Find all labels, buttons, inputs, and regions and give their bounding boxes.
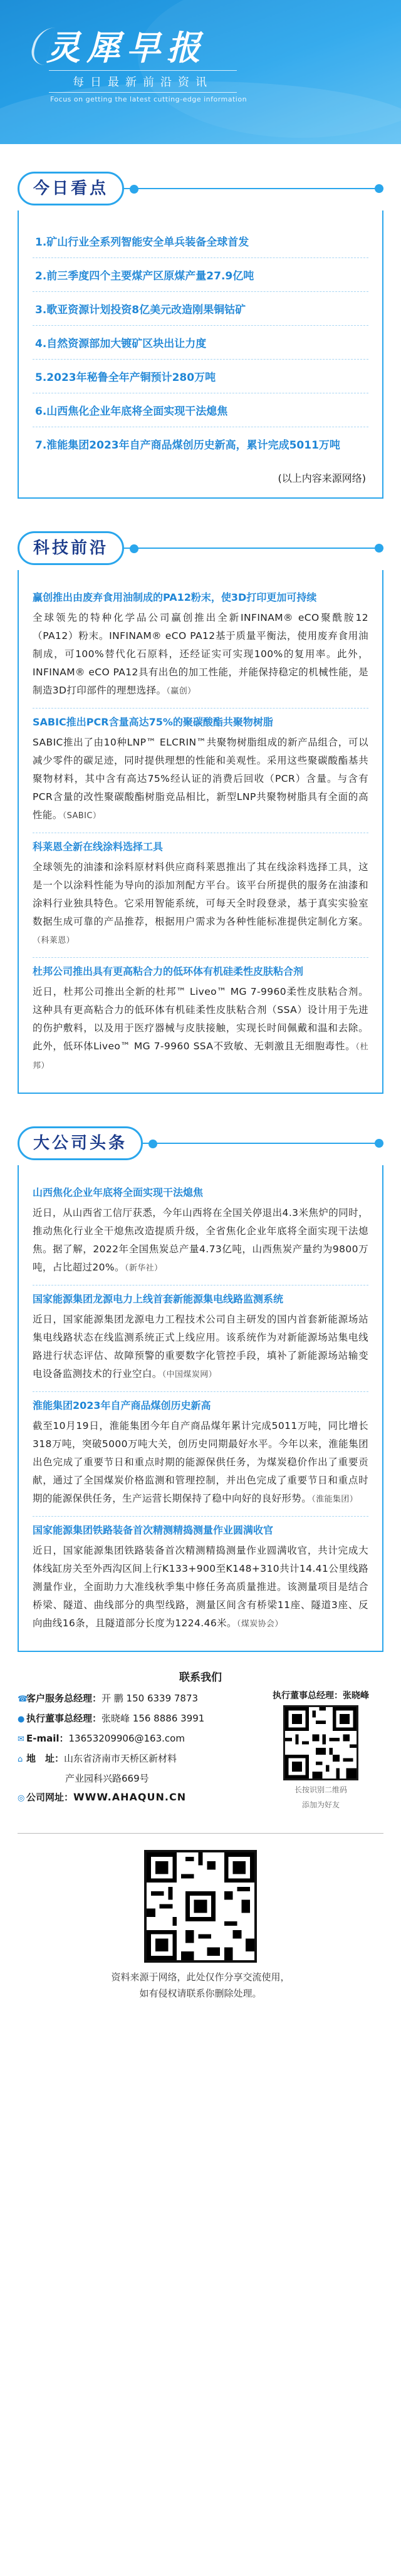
tech-box <box>18 570 383 1094</box>
headline-item[interactable]: 3.歌亚资源计划投资8亿美元改造刚果铜钴矿 <box>33 292 368 326</box>
article-text: 全球领先的油漆和涂料原材料供应商科莱恩推出了其在线涂料选择工具，这是一个以涂料性能为导向的添加剂配方平台。该平台所提供的服务在油漆和涂料行业独具特色。它采用智能系统，可每天全时段登录，基于真实实验室数据生成可靠的产品推荐，根据用户需求为各种性能标准提供定制化方案。 <box>33 861 368 927</box>
article-text: 近日，从山西省工信厅获悉，今年山西将在全国关停退出4.3米焦炉的同时，推动焦化行业全干熄焦改造提质升级，全省焦化企业年底将全面实现干法熄焦。据了解，2022年全国焦炭总产量4.73亿吨，山西焦炭产量约为9800万吨，占比超过20%。 <box>33 1207 368 1273</box>
article <box>33 1517 368 1641</box>
divider <box>18 1833 383 1834</box>
contact-label: 执行董事总经理： <box>26 1713 102 1724</box>
company-box <box>18 1165 383 1652</box>
article-title[interactable]: 杜邦公司推出具有更高粘合力的低环体有机硅柔性皮肤粘合剂 <box>33 965 304 977</box>
contact-value[interactable]: 张晓峰 156 8886 3991 <box>102 1713 205 1724</box>
contact-row-address <box>18 1749 243 1769</box>
article-text: SABIC推出了由10种LNP™ ELCRIN™共聚物树脂组成的新产品组合，可以减少零件的碳足迹，同时提供理想的性能和美观性。采用这些聚碳酸酯基共聚物材料，其中含有高达75%经认证的消费后回收（PCR）含量。与含有PCR含量的改性聚碳酸酯树脂竞品相比，新型LNP共聚物树脂具有全面的高性能。 <box>33 737 368 821</box>
article-source: （中国煤炭网） <box>162 1370 217 1379</box>
brand-title: 灵犀早报 <box>46 28 207 68</box>
contact-value: 山东省济南市天桥区新材料 <box>64 1753 177 1764</box>
exec-label: 执行董事总经理：张晓峰 <box>273 1691 369 1701</box>
article-text: 全球领先的特种化学品公司赢创推出全新INFINAM® eCO聚酰胺12（PA12）粉末。INFINAM® eCO PA12基于质量平衡法，使用废弃食用油制成，可100%替代化石原料，还经证实可实现100%的复用率。此外，INFINAM® eCO PA12具有出色的加工性能，并能保持稳定的机械性能，是制造3D打印部件的理想选择。 <box>33 612 368 696</box>
article-title[interactable]: SABIC推出PCR含量高达75%的聚碳酸酯共聚物树脂 <box>33 716 273 728</box>
article-body <box>33 609 368 700</box>
contact-value[interactable]: 开 鹏 150 6339 7873 <box>102 1693 199 1704</box>
article <box>33 584 368 709</box>
contact-row-exec <box>18 1709 243 1729</box>
headline-item[interactable]: 7.淮能集团2023年自产商品煤创历史新高，累计完成5011万吨 <box>35 439 340 452</box>
article-title[interactable]: 淮能集团2023年自产商品煤创历史新高 <box>33 1400 211 1411</box>
article-body <box>33 1417 368 1509</box>
article-title[interactable]: 国家能源集团铁路装备首次精测精捣测量作业圆满收官 <box>33 1524 274 1536</box>
official-account-qr-code[interactable] <box>144 1850 257 1963</box>
contact-row-website <box>18 1788 243 1808</box>
article-body <box>33 1542 368 1633</box>
qr-code-image <box>285 1707 357 1779</box>
article-source: （新华社） <box>124 1264 163 1273</box>
qr-code-image <box>147 1852 254 1960</box>
section-title-tech: 科技前沿 <box>18 531 124 565</box>
footer-line: 如有侵权请联系你删除处理。 <box>139 1988 262 1999</box>
article-body <box>33 1204 368 1277</box>
article-title[interactable]: 科莱恩全新在线涂料选择工具 <box>33 841 164 853</box>
headline-item[interactable]: 5.2023年秘鲁全年产铜预计280万吨 <box>33 360 368 393</box>
contact-title: 联系我们 <box>179 1671 222 1684</box>
exec-qr-block <box>258 1689 383 1810</box>
article-source: （科莱恩） <box>33 936 75 945</box>
article-title[interactable]: 国家能源集团龙源电力上线首套新能源集电线路监测系统 <box>33 1293 284 1305</box>
section-header <box>18 1121 383 1165</box>
article-text: 近日，杜邦公司推出全新的杜邦™ Liveo™ MG 7-9960柔性皮肤粘合剂。这种具有更高粘合力的低环体有机硅柔性皮肤粘合剂（SSA）设计用于先进的伤护敷料，以及用于医疗器械与皮肤接触，实现长时间佩戴和温和去除。此外，低环体Liveo™ MG 7-9960 SSA不致敏、无刺激且无细胞毒性。 <box>33 986 368 1052</box>
article <box>33 709 368 833</box>
article-source: （SABIC） <box>62 811 102 821</box>
article-source: （淮能集团） <box>311 1495 358 1504</box>
headlines-section <box>0 167 401 499</box>
article-title[interactable]: 山西焦化企业年底将全面实现干法熄焦 <box>33 1187 204 1198</box>
contact-row-service <box>18 1689 243 1709</box>
footer-disclaimer <box>0 1969 401 2014</box>
article <box>33 1392 368 1517</box>
brand-subtitle: 每日最新前沿资讯 <box>49 70 237 93</box>
contact-label: 公司网址： <box>26 1792 74 1803</box>
contact-row-address-2 <box>18 1769 243 1788</box>
article-text: 近日，国家能源集团铁路装备首次精测精捣测量作业圆满收官，共计完成大体线缸房关至外西沟区间上行K133+900至K148+310共计14.41公里线路测量作业，全面助力大准线秋季集中修任务高质量推进。该测量项目是结合桥梁、隧道、曲线部分的典型线路，测量区间含有桥梁11座、隧道3座、反向曲线16条，且隧道部分长度为1224.46米。 <box>33 1545 368 1629</box>
article-body <box>33 858 368 950</box>
headlines-source: (以上内容来源网络) <box>278 472 366 484</box>
contact-value: 产业园科兴路669号 <box>65 1773 149 1784</box>
user-icon: ● <box>18 1715 25 1724</box>
article-text: 截至10月19日，淮能集团今年自产商品煤年累计完成5011万吨，同比增长318万吨，突破5000万吨大关，创历史同期最好水平。今年以来，淮能集团出色完成了重要节日和重点时期的能源保供任务，为煤炭稳价作出了重要贡献，通过了全国煤炭价格监测和管理控制，并出色完成了重要节日和重点时期的能源保供任务，生产运营长期保持了稳中向好的良好形势。 <box>33 1420 368 1504</box>
header-banner <box>0 0 401 144</box>
article-source: （煤炭协会） <box>236 1619 283 1629</box>
headline-item[interactable]: 6.山西焦化企业年底将全面实现干法熄焦 <box>33 393 368 427</box>
section-title-headlines: 今日看点 <box>18 172 124 205</box>
article <box>33 833 368 958</box>
section-title-company: 大公司头条 <box>18 1126 143 1160</box>
article <box>33 1179 368 1285</box>
contact-label: E-mail： <box>26 1733 69 1744</box>
article-text: 近日，国家能源集团龙源电力工程技术公司自主研发的国内首套新能源场站集电线路状态在线监测系统正式上线应用。该系统作为对新能源场站集电线路进行状态评估、故障预警的重要数字化管控手段，填补了新能源场站输变电设备监测技术的行业空白。 <box>33 1314 368 1379</box>
qr-caption: 添加为好友 <box>301 1800 340 1809</box>
website-link[interactable]: WWW.AHAQUN.CN <box>73 1791 187 1803</box>
wechat-qr-code[interactable] <box>283 1705 358 1780</box>
tech-section <box>0 526 401 1094</box>
company-section <box>0 1121 401 1652</box>
mail-icon: ✉ <box>18 1735 24 1744</box>
article-source: （赢创） <box>166 687 196 696</box>
location-icon: ⌂ <box>18 1755 23 1764</box>
qr-caption: 长按识别二维码 <box>294 1785 347 1794</box>
phone-icon: ☎ <box>18 1695 28 1704</box>
contact-row-email <box>18 1729 243 1749</box>
headline-item[interactable]: 2.前三季度四个主要煤产区原煤产量27.9亿吨 <box>33 258 368 292</box>
section-header <box>18 526 383 570</box>
section-dot <box>375 1139 383 1148</box>
article <box>33 958 368 1083</box>
brand-tagline: Focus on getting the latest cutting-edge information <box>50 95 247 103</box>
article-body <box>33 734 368 825</box>
section-dot <box>375 184 383 193</box>
headline-item[interactable]: 1.矿山行业全系列智能安全单兵装备全球首发 <box>33 224 368 258</box>
contact-info <box>18 1689 243 1808</box>
article-body <box>33 983 368 1075</box>
article-body <box>33 1311 368 1384</box>
footer-line: 资料来源于网络，此处仅作分享交流使用， <box>111 1971 290 1983</box>
section-header <box>18 167 383 210</box>
contact-label: 客户服务总经理： <box>26 1693 102 1704</box>
contact-value[interactable]: 13653209906@163.com <box>68 1733 185 1744</box>
article-source: （杜邦） <box>33 1042 368 1071</box>
headlines-box <box>18 210 383 499</box>
article <box>33 1285 368 1392</box>
contact-label: 地 址： <box>26 1753 65 1764</box>
globe-icon: ◎ <box>18 1794 25 1803</box>
section-dot <box>375 544 383 553</box>
article-title[interactable]: 赢创推出由废弃食用油制成的PA12粉末，使3D打印更加可持续 <box>33 591 317 603</box>
contact-block <box>18 1689 383 1833</box>
headline-item[interactable]: 4.自然资源部加大镀矿区块出让力度 <box>33 326 368 360</box>
